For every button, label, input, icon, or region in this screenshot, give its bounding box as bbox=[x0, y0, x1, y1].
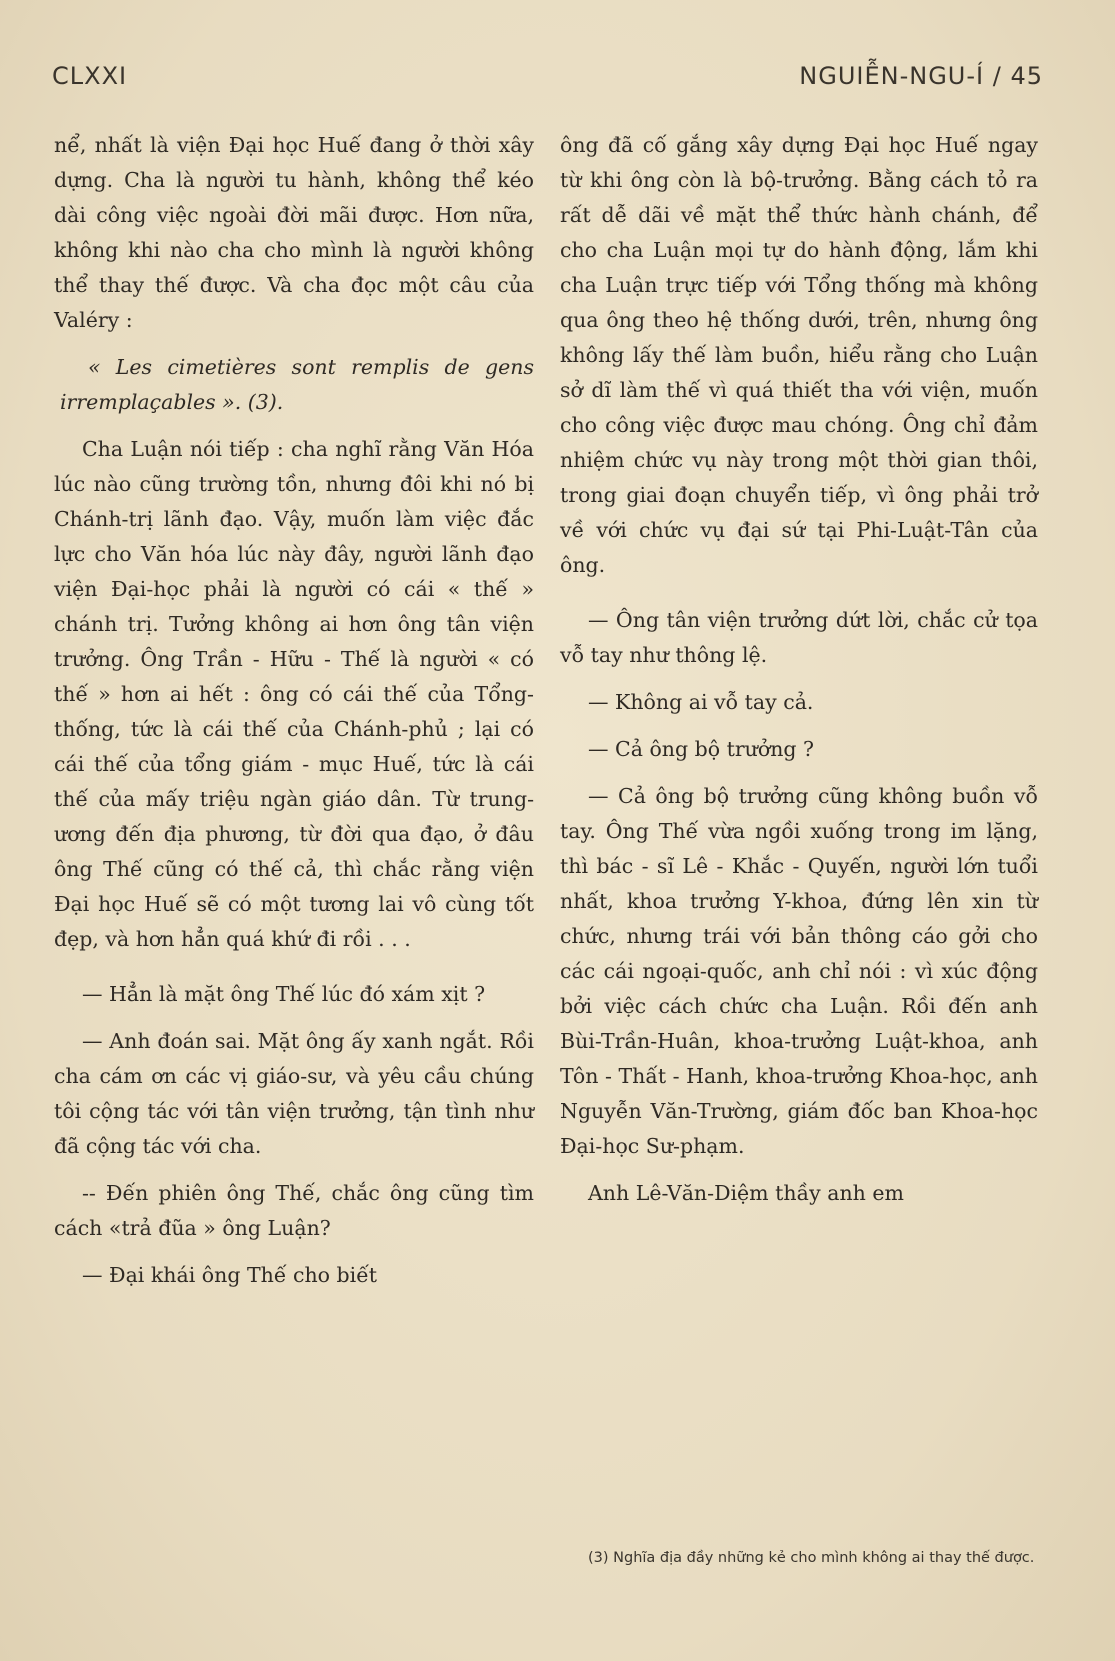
quotation-valery: « Les cimetières sont remplis de gens irremplaçables ». (3). bbox=[60, 355, 534, 414]
footnote: (3) Nghĩa địa đầy những kẻ cho mình không ai thay thế được. bbox=[588, 1550, 1035, 1566]
paragraph: Anh Lê-Văn-Diệm thầy anh em bbox=[588, 1181, 904, 1205]
dialogue-line: — Không ai vỗ tay cả. bbox=[588, 690, 814, 714]
dialogue-line: — Anh đoán sai. Mặt ông ấy xanh ngắt. Rồi cha cám ơn các vị giáo-sư, và yêu cầu chúng tôi cộng tác với tân viện trưởng, tận tình như đã cộng tác với cha. bbox=[54, 1029, 534, 1158]
running-title-page-number: NGUIỄN-NGU-Í / 45 bbox=[799, 62, 1043, 90]
paragraph: ông đã cố gắng xây dựng Đại học Huế ngay từ khi ông còn là bộ-trưởng. Bằng cách tỏ ra rất dễ dãi về mặt thể thức hành chánh, để cho cha Luận mọi tự do hành động, lắm khi cha Luận trực tiếp với Tổng thống mà không qua ông theo hệ thống dưới, trên, nhưng ông không lấy thế làm buồn, hiểu rằng cho Luận sở dĩ làm thế vì quá thiết tha với viện, muốn cho công việc được mau chóng. Ông chỉ đảm nhiệm chức vụ này trong một thời gian thôi, trong giai đoạn chuyển tiếp, vì ông phải trở về với chức vụ đại sứ tại Phi-Luật-Tân của ông. bbox=[560, 133, 1038, 577]
paragraph: Cha Luận nói tiếp : cha nghĩ rằng Văn Hóa lúc nào cũng trường tồn, nhưng đôi khi nó bị Chánh-trị lãnh đạo. Vậy, muốn làm việc đắc lực cho Văn hóa lúc này đây, người lãnh đạo viện Đại-học phải là người có cái « thế » chánh trị. Tưởng không ai hơn ông tân viện trưởng. Ông Trần - Hữu - Thế là người « có thế » hơn ai hết : ông có cái thế của Tổng-thống, tức là cái thế của Chánh-phủ ; lại có cái thế của tổng giám - mục Huế, tức là cái thế của mấy triệu ngàn giáo dân. Từ trung-ương đến địa phương, từ đời qua đạo, ở đâu ông Thế cũng có thế cả, thì chắc rằng viện Đại học Huế sẽ có một tương lai vô cùng tốt đẹp, và hơn hẳn quá khứ đi rồi . . . bbox=[54, 437, 534, 951]
dialogue-line: — Đại khái ông Thế cho biết bbox=[82, 1263, 378, 1287]
paragraph: nể, nhất là viện Đại học Huế đang ở thời xây dựng. Cha là người tu hành, không thể kéo dài công việc ngoài đời mãi được. Hơn nữa, không khi nào cha cho mình là người không thể thay thế được. Và cha đọc một câu của Valéry : bbox=[54, 133, 534, 332]
dialogue-line: — Cả ông bộ trưởng cũng không buồn vỗ tay. Ông Thế vừa ngồi xuống trong im lặng, thì bác - sĩ Lê - Khắc - Quyến, người lớn tuổi nhất, khoa trưởng Y-khoa, đứng lên xin từ chức, nhưng trái với bản thông cáo gởi cho các cái ngoại-quốc, anh chỉ nói : vì xúc động bởi việc cách chức cha Luận. Rồi đến anh Bùi-Trần-Huân, khoa-trưởng Luật-khoa, anh Tôn - Thất - Hanh, khoa-trưởng Khoa-học, anh Nguyễn Văn-Trường, giám đốc ban Khoa-học Đại-học Sư-phạm. bbox=[560, 784, 1038, 1158]
page-header bbox=[52, 62, 1043, 90]
chapter-number: CLXXI bbox=[52, 62, 128, 90]
left-column bbox=[54, 128, 534, 1293]
right-column bbox=[560, 128, 1038, 1211]
dialogue-line: -- Đến phiên ông Thế, chắc ông cũng tìm cách «trả đũa » ông Luận? bbox=[54, 1181, 534, 1240]
dialogue-line: — Ông tân viện trưởng dứt lời, chắc cử tọa vỗ tay như thông lệ. bbox=[560, 608, 1038, 667]
dialogue-line: — Hẳn là mặt ông Thế lúc đó xám xịt ? bbox=[82, 982, 486, 1006]
dialogue-line: — Cả ông bộ trưởng ? bbox=[588, 737, 815, 761]
